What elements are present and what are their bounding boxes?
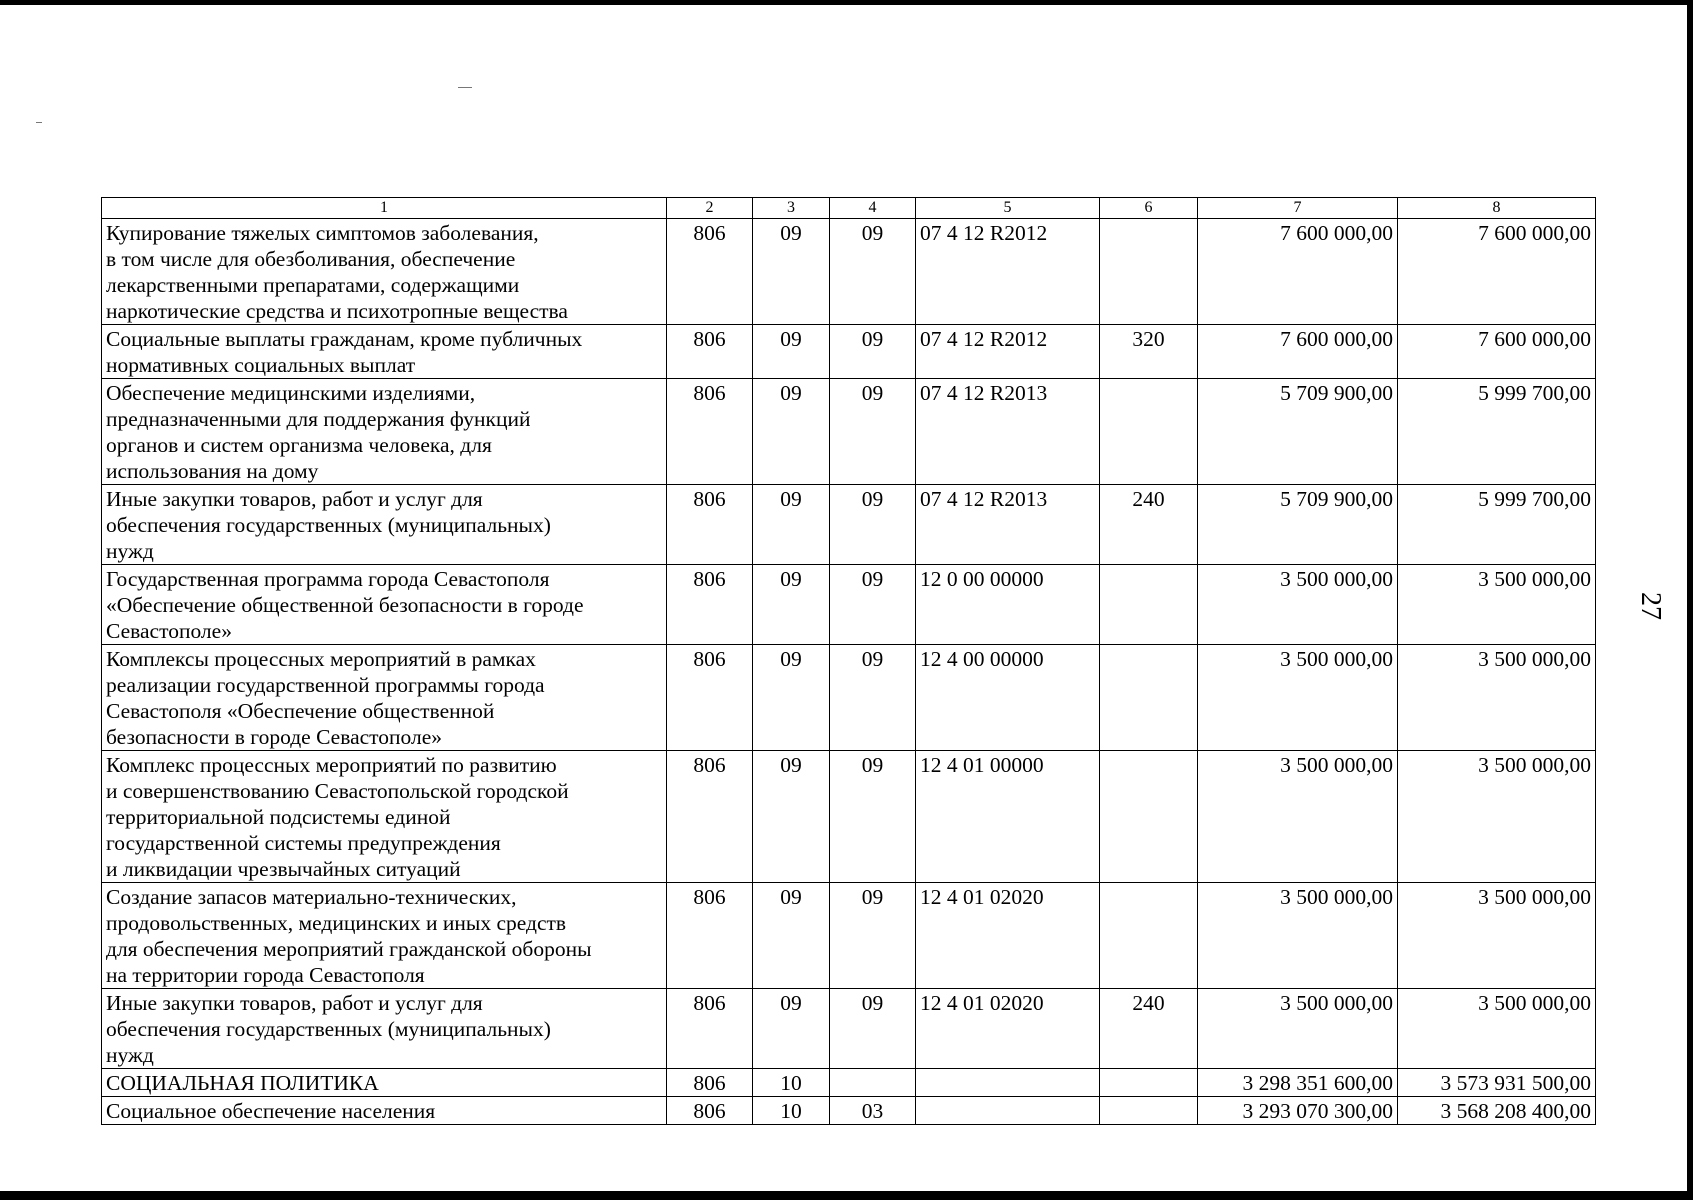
subsection-cell: 09 (830, 565, 916, 645)
expense-type-cell (1100, 565, 1198, 645)
subsection-cell: 09 (830, 379, 916, 485)
amount-year2-cell: 3 573 931 500,00 (1398, 1069, 1596, 1097)
expense-type-cell: 320 (1100, 325, 1198, 379)
row-name-cell: Государственная программа города Севастополя «Обеспечение общественной безопасности в городе Севастополе» (102, 565, 667, 645)
column-header-1: 1 (102, 198, 667, 219)
section-cell: 09 (753, 565, 830, 645)
subsection-cell: 09 (830, 989, 916, 1069)
admin-code-cell: 806 (667, 989, 753, 1069)
table-row (102, 379, 1596, 485)
amount-year1-cell: 3 293 070 300,00 (1198, 1097, 1398, 1125)
section-cell: 09 (753, 325, 830, 379)
amount-year1-cell: 3 500 000,00 (1198, 565, 1398, 645)
expense-type-cell (1100, 379, 1198, 485)
amount-year2-cell: 7 600 000,00 (1398, 219, 1596, 325)
amount-year2-cell: 7 600 000,00 (1398, 325, 1596, 379)
subsection-cell (830, 1069, 916, 1097)
amount-year1-cell: 7 600 000,00 (1198, 325, 1398, 379)
table-row (102, 485, 1596, 565)
section-cell: 10 (753, 1097, 830, 1125)
section-cell: 09 (753, 219, 830, 325)
target-item-cell (916, 1097, 1100, 1125)
subsection-cell: 09 (830, 645, 916, 751)
target-item-cell: 12 4 01 02020 (916, 883, 1100, 989)
amount-year1-cell: 3 500 000,00 (1198, 989, 1398, 1069)
page-number: 27 (1635, 592, 1666, 620)
expense-type-cell (1100, 1069, 1198, 1097)
section-cell: 09 (753, 645, 830, 751)
table-row (102, 989, 1596, 1069)
expense-type-cell (1100, 883, 1198, 989)
target-item-cell: 07 4 12 R2012 (916, 325, 1100, 379)
expense-type-cell (1100, 645, 1198, 751)
admin-code-cell: 806 (667, 325, 753, 379)
admin-code-cell: 806 (667, 1097, 753, 1125)
subsection-cell: 09 (830, 751, 916, 883)
subsection-cell: 09 (830, 325, 916, 379)
table-row (102, 325, 1596, 379)
scan-speck (458, 87, 472, 88)
target-item-cell: 07 4 12 R2013 (916, 485, 1100, 565)
expense-type-cell (1100, 219, 1198, 325)
row-name-cell: СОЦИАЛЬНАЯ ПОЛИТИКА (102, 1069, 667, 1097)
row-name-cell: Комплексы процессных мероприятий в рамках реализации государственной программы города Севастополя «Обеспечение общественной безопасности в городе Севастополе» (102, 645, 667, 751)
amount-year1-cell: 5 709 900,00 (1198, 379, 1398, 485)
admin-code-cell: 806 (667, 565, 753, 645)
amount-year2-cell: 3 500 000,00 (1398, 645, 1596, 751)
row-name-cell: Социальное обеспечение населения (102, 1097, 667, 1125)
section-cell: 10 (753, 1069, 830, 1097)
target-item-cell: 12 0 00 00000 (916, 565, 1100, 645)
scan-speck (36, 122, 42, 123)
amount-year2-cell: 3 500 000,00 (1398, 751, 1596, 883)
amount-year2-cell: 5 999 700,00 (1398, 485, 1596, 565)
amount-year2-cell: 5 999 700,00 (1398, 379, 1596, 485)
admin-code-cell: 806 (667, 645, 753, 751)
row-name-cell: Социальные выплаты гражданам, кроме публичных нормативных социальных выплат (102, 325, 667, 379)
section-cell: 09 (753, 485, 830, 565)
admin-code-cell: 806 (667, 883, 753, 989)
amount-year2-cell: 3 500 000,00 (1398, 883, 1596, 989)
section-cell: 09 (753, 379, 830, 485)
amount-year1-cell: 7 600 000,00 (1198, 219, 1398, 325)
table-row (102, 751, 1596, 883)
subsection-cell: 09 (830, 485, 916, 565)
row-name-cell: Обеспечение медицинскими изделиями, предназначенными для поддержания функций органов и систем организма человека, для использования на дому (102, 379, 667, 485)
subsection-cell: 09 (830, 219, 916, 325)
expense-type-cell (1100, 751, 1198, 883)
subsection-cell: 03 (830, 1097, 916, 1125)
table-row (102, 883, 1596, 989)
target-item-cell: 07 4 12 R2012 (916, 219, 1100, 325)
admin-code-cell: 806 (667, 219, 753, 325)
row-name-cell: Иные закупки товаров, работ и услуг для обеспечения государственных (муниципальных) нужд (102, 989, 667, 1069)
target-item-cell: 07 4 12 R2013 (916, 379, 1100, 485)
column-header-7: 7 (1198, 198, 1398, 219)
amount-year1-cell: 3 298 351 600,00 (1198, 1069, 1398, 1097)
subsection-cell: 09 (830, 883, 916, 989)
budget-table (101, 197, 1596, 1125)
target-item-cell: 12 4 01 00000 (916, 751, 1100, 883)
column-header-5: 5 (916, 198, 1100, 219)
row-name-cell: Создание запасов материально-технических, продовольственных, медицинских и иных средств для обеспечения мероприятий гражданской обороны на территории города Севастополя (102, 883, 667, 989)
column-header-2: 2 (667, 198, 753, 219)
amount-year2-cell: 3 500 000,00 (1398, 989, 1596, 1069)
admin-code-cell: 806 (667, 751, 753, 883)
amount-year1-cell: 5 709 900,00 (1198, 485, 1398, 565)
column-header-4: 4 (830, 198, 916, 219)
row-name-cell: Купирование тяжелых симптомов заболевания, в том числе для обезболивания, обеспечение лекарственными препаратами, содержащими наркотические средства и психотропные вещества (102, 219, 667, 325)
table-row (102, 645, 1596, 751)
header-row (102, 198, 1596, 219)
amount-year1-cell: 3 500 000,00 (1198, 645, 1398, 751)
column-header-6: 6 (1100, 198, 1198, 219)
amount-year2-cell: 3 500 000,00 (1398, 565, 1596, 645)
table-row (102, 1097, 1596, 1125)
admin-code-cell: 806 (667, 379, 753, 485)
section-cell: 09 (753, 989, 830, 1069)
expense-type-cell: 240 (1100, 989, 1198, 1069)
table-row (102, 565, 1596, 645)
amount-year1-cell: 3 500 000,00 (1198, 883, 1398, 989)
row-name-cell: Иные закупки товаров, работ и услуг для обеспечения государственных (муниципальных) нужд (102, 485, 667, 565)
target-item-cell: 12 4 00 00000 (916, 645, 1100, 751)
target-item-cell (916, 1069, 1100, 1097)
table-row (102, 1069, 1596, 1097)
table-row (102, 219, 1596, 325)
expense-type-cell (1100, 1097, 1198, 1125)
column-header-3: 3 (753, 198, 830, 219)
admin-code-cell: 806 (667, 1069, 753, 1097)
section-cell: 09 (753, 751, 830, 883)
expense-type-cell: 240 (1100, 485, 1198, 565)
admin-code-cell: 806 (667, 485, 753, 565)
column-header-8: 8 (1398, 198, 1596, 219)
target-item-cell: 12 4 01 02020 (916, 989, 1100, 1069)
row-name-cell: Комплекс процессных мероприятий по развитию и совершенствованию Севастопольской городской территориальной подсистемы единой государственной системы предупреждения и ликвидации чрезвычайных ситуаций (102, 751, 667, 883)
section-cell: 09 (753, 883, 830, 989)
amount-year2-cell: 3 568 208 400,00 (1398, 1097, 1596, 1125)
table-body (102, 219, 1596, 1125)
amount-year1-cell: 3 500 000,00 (1198, 751, 1398, 883)
